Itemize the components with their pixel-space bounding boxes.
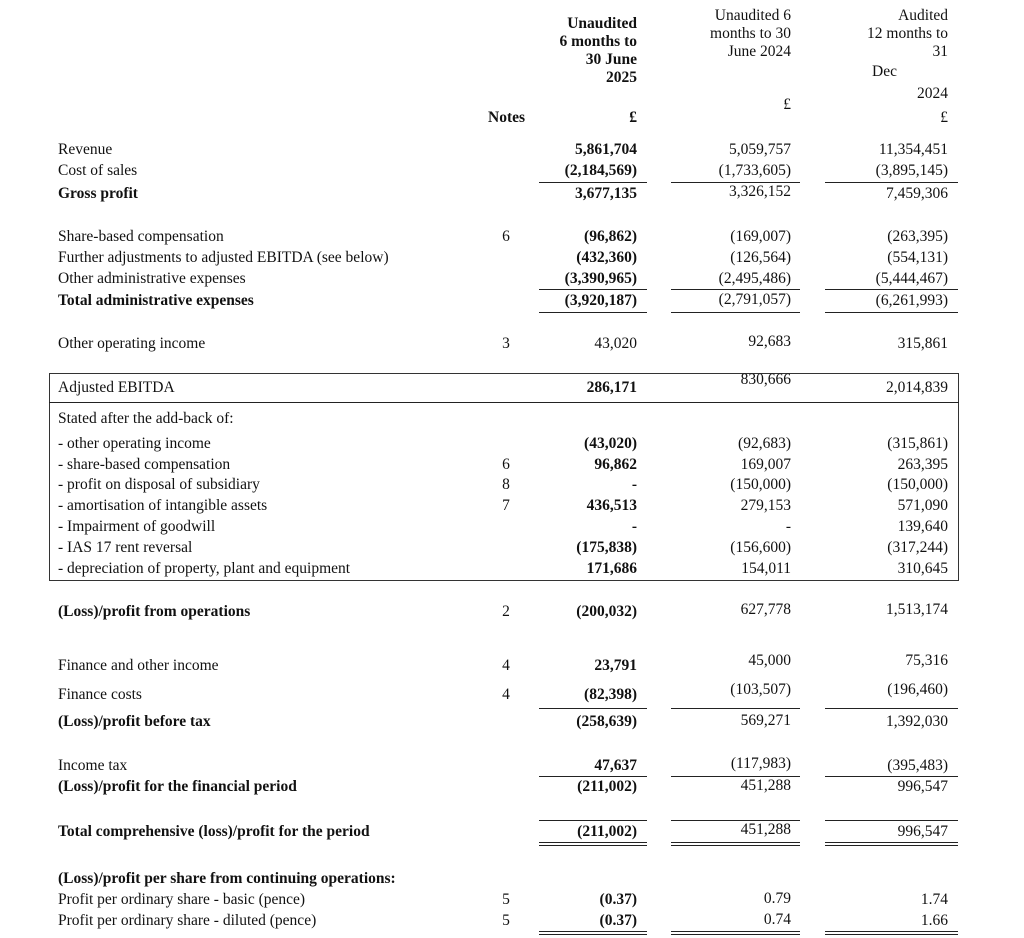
note-ref: 8: [502, 476, 510, 493]
header-line: 6 months to: [559, 33, 637, 50]
row-label-sbc: Share-based compensation: [58, 228, 224, 245]
header-line: Dec: [872, 63, 897, 80]
note-ref: 4: [502, 657, 510, 674]
ab-sbc-h1-2024: 169,007: [740, 456, 791, 473]
row-label-further-adjustments: Further adjustments to adjusted EBITDA (see below): [58, 249, 389, 266]
pbt-h1-2024: 569,271: [740, 712, 791, 729]
revenue-fy-2024: 11,354,451: [878, 141, 948, 158]
ab-depr-fy-2024: 310,645: [897, 560, 948, 577]
note-ref: 5: [502, 891, 510, 908]
subtotal-rule: [539, 182, 647, 183]
total-admin-h1-2024: (2,791,057): [718, 291, 791, 308]
row-label-finance-income: Finance and other income: [58, 657, 219, 674]
total-rule: [539, 312, 647, 313]
eps-diluted-2025: (0.37): [599, 912, 637, 929]
ab-other-op-2025: (43,020): [584, 435, 637, 452]
row-label-income-tax: Income tax: [58, 757, 128, 774]
eps-basic-h1-2024: 0.79: [763, 890, 791, 907]
header-line: 31: [932, 43, 948, 60]
row-label-ab-sbc: - share-based compensation: [58, 456, 231, 473]
ab-depr-h1-2024: 154,011: [741, 560, 791, 577]
row-label-profit-from-operations: (Loss)/profit from operations: [58, 603, 251, 620]
fin-costs-2025: (82,398): [584, 686, 637, 703]
profit-period-h1-2024: 451,288: [740, 777, 791, 794]
profit-period-fy-2024: 996,547: [897, 778, 948, 795]
income-tax-h1-2024: (117,983): [730, 755, 791, 772]
other-op-income-h1-2024: 92,683: [748, 333, 791, 350]
ab-disposal-2025: -: [631, 476, 637, 493]
eps-basic-2025: (0.37): [599, 891, 637, 908]
total-comp-2025: (211,002): [577, 823, 637, 840]
row-label-finance-costs: Finance costs: [58, 686, 142, 703]
currency-col3: £: [940, 109, 948, 126]
ab-disposal-fy-2024: (150,000): [887, 476, 948, 493]
sbc-2025: (96,862): [584, 228, 637, 245]
column-header-h1-2024: [671, 7, 791, 61]
cost-of-sales-h1-2024: (1,733,605): [718, 162, 791, 179]
row-label-eps-basic: Profit per ordinary share - basic (pence): [58, 891, 306, 908]
ebitda-divider: [49, 402, 959, 403]
ab-impair-h1-2024: -: [785, 518, 791, 535]
further-adj-2025: (432,360): [576, 249, 637, 266]
row-label-other-op-income: Other operating income: [58, 335, 206, 352]
cost-of-sales-2025: (2,184,569): [564, 162, 637, 179]
row-label-ab-impairment: - Impairment of goodwill: [58, 518, 216, 535]
subtotal-rule: [825, 776, 958, 777]
fin-income-2025: 23,791: [594, 657, 637, 674]
ab-impair-2025: -: [631, 518, 637, 535]
pbt-fy-2024: 1,392,030: [886, 713, 948, 730]
ab-ias17-2025: (175,838): [576, 539, 637, 556]
ab-impair-fy-2024: 139,640: [897, 518, 948, 535]
note-ref: 3: [502, 335, 510, 352]
subtotal-rule: [671, 708, 800, 709]
total-admin-2025: (3,920,187): [564, 292, 637, 309]
header-line: 2024: [917, 85, 948, 102]
row-label-ab-disposal: - profit on disposal of subsidiary: [58, 476, 260, 493]
note-ref: 2: [502, 603, 510, 620]
eps-heading: (Loss)/profit per share from continuing operations:: [58, 870, 396, 887]
gross-profit-fy-2024: 7,459,306: [886, 185, 948, 202]
row-label-profit-for-period: (Loss)/profit for the financial period: [58, 778, 297, 795]
subtotal-rule: [825, 289, 958, 290]
profit-ops-2025: (200,032): [576, 603, 637, 620]
further-adj-h1-2024: (126,564): [730, 249, 791, 266]
total-comp-h1-2024: 451,288: [740, 821, 791, 838]
currency-col1: £: [629, 109, 637, 126]
row-label-ab-other-op: - other operating income: [58, 435, 211, 452]
gross-profit-2025: 3,677,135: [575, 185, 637, 202]
header-line: Unaudited: [567, 15, 637, 32]
column-header-fy-2024: [825, 7, 948, 105]
other-op-income-2025: 43,020: [594, 335, 637, 352]
note-ref: 6: [502, 456, 510, 473]
row-label-revenue: Revenue: [58, 141, 113, 158]
row-label-ab-ias17: - IAS 17 rent reversal: [58, 539, 193, 556]
sbc-fy-2024: (263,395): [887, 228, 948, 245]
subtotal-rule: [825, 708, 958, 709]
sbc-h1-2024: (169,007): [730, 228, 791, 245]
ab-amort-2025: 436,513: [586, 497, 637, 514]
subtotal-rule: [539, 820, 647, 821]
double-rule: [671, 842, 800, 846]
ab-amort-fy-2024: 571,090: [897, 497, 948, 514]
eps-basic-fy-2024: 1.74: [920, 891, 948, 908]
ab-amort-h1-2024: 279,153: [740, 497, 791, 514]
row-label-eps-diluted: Profit per ordinary share - diluted (pence): [58, 912, 317, 929]
eps-diluted-fy-2024: 1.66: [920, 912, 948, 929]
total-admin-fy-2024: (6,261,993): [875, 292, 948, 309]
profit-ops-fy-2024: 1,513,174: [886, 601, 948, 618]
double-rule: [539, 842, 647, 846]
ab-disposal-h1-2024: (150,000): [730, 476, 791, 493]
subtotal-rule: [671, 289, 800, 290]
adj-ebitda-2025: 286,171: [586, 379, 637, 396]
ab-sbc-fy-2024: 263,395: [897, 456, 948, 473]
other-admin-fy-2024: (5,444,467): [875, 270, 948, 287]
ab-other-op-fy-2024: (315,861): [887, 435, 948, 452]
other-admin-h1-2024: (2,495,486): [718, 270, 791, 287]
fin-costs-h1-2024: (103,507): [730, 681, 791, 698]
notes-header: Notes: [488, 109, 526, 126]
ab-ias17-h1-2024: (156,600): [730, 539, 791, 556]
income-tax-fy-2024: (395,483): [887, 757, 948, 774]
note-ref: 6: [502, 228, 510, 245]
double-rule: [825, 931, 958, 935]
row-label-ab-amort: - amortisation of intangible assets: [58, 497, 268, 514]
header-line: 2025: [606, 69, 637, 86]
fin-costs-fy-2024: (196,460): [887, 681, 948, 698]
revenue-2025: 5,861,704: [575, 141, 637, 158]
fin-income-fy-2024: 75,316: [905, 652, 948, 669]
stated-after-heading: Stated after the add-back of:: [58, 410, 234, 427]
header-line: Unaudited 6: [714, 7, 791, 24]
profit-period-2025: (211,002): [577, 778, 637, 795]
other-admin-2025: (3,390,965): [564, 270, 637, 287]
income-tax-2025: 47,637: [594, 757, 637, 774]
row-label-gross-profit: Gross profit: [58, 185, 138, 202]
header-line: Audited: [898, 7, 948, 24]
further-adj-fy-2024: (554,131): [887, 249, 948, 266]
total-rule: [671, 312, 800, 313]
adj-ebitda-h1-2024: 830,666: [740, 371, 791, 388]
currency-col2: £: [783, 96, 791, 113]
column-header-h1-2025: [540, 15, 637, 87]
header-line: months to 30: [710, 25, 791, 42]
double-rule: [671, 931, 800, 935]
header-line: 30 June: [585, 51, 637, 68]
ab-other-op-h1-2024: (92,683): [738, 435, 791, 452]
double-rule: [825, 842, 958, 846]
note-ref: 7: [502, 497, 510, 514]
ab-ias17-fy-2024: (317,244): [887, 539, 948, 556]
row-label-ab-depreciation: - depreciation of property, plant and equipment: [58, 560, 351, 577]
profit-ops-h1-2024: 627,778: [740, 601, 791, 618]
header-line: 12 months to: [867, 25, 948, 42]
subtotal-rule: [825, 820, 958, 821]
header-line: June 2024: [727, 43, 791, 60]
note-ref: 4: [502, 686, 510, 703]
cost-of-sales-fy-2024: (3,895,145): [875, 162, 948, 179]
adj-ebitda-fy-2024: 2,014,839: [886, 379, 948, 396]
row-label-total-admin: Total administrative expenses: [58, 292, 254, 309]
subtotal-rule: [539, 776, 647, 777]
other-op-income-fy-2024: 315,861: [897, 335, 948, 352]
ab-sbc-2025: 96,862: [594, 456, 637, 473]
revenue-h1-2024: 5,059,757: [729, 141, 791, 158]
row-label-profit-before-tax: (Loss)/profit before tax: [58, 713, 211, 730]
pbt-2025: (258,639): [576, 713, 637, 730]
eps-diluted-h1-2024: 0.74: [763, 911, 791, 928]
note-ref: 5: [502, 912, 510, 929]
row-label-other-admin: Other administrative expenses: [58, 270, 246, 287]
total-rule: [825, 312, 958, 313]
fin-income-h1-2024: 45,000: [748, 652, 791, 669]
subtotal-rule: [539, 708, 647, 709]
subtotal-rule: [539, 289, 647, 290]
subtotal-rule: [825, 182, 958, 183]
ab-depr-2025: 171,686: [586, 560, 637, 577]
gross-profit-h1-2024: 3,326,152: [729, 183, 791, 200]
row-label-adjusted-ebitda: Adjusted EBITDA: [58, 379, 175, 396]
total-comp-fy-2024: 996,547: [897, 823, 948, 840]
row-label-total-comprehensive: Total comprehensive (loss)/profit for the period: [58, 823, 370, 840]
row-label-cost-of-sales: Cost of sales: [58, 162, 138, 179]
double-rule: [539, 931, 647, 935]
